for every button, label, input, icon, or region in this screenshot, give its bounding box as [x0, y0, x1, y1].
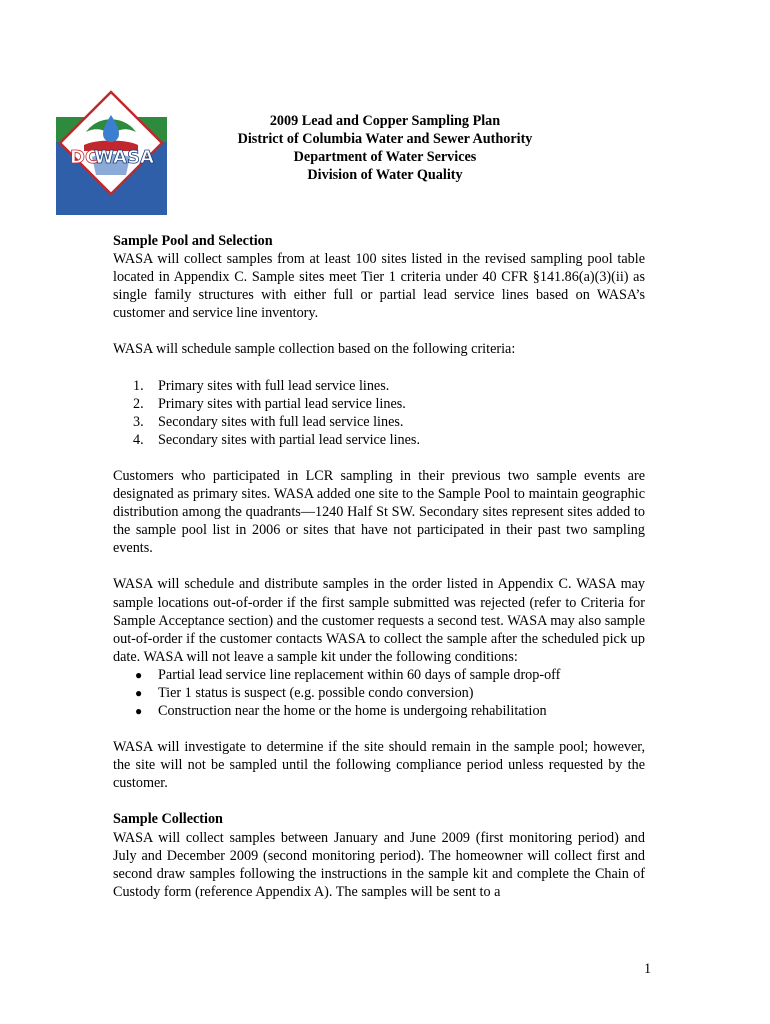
list-text: Secondary sites with partial lead service lines.	[158, 431, 420, 448]
paragraph: Customers who participated in LCR sampling in their previous two sample events are designated as primary sites. WASA added one site to the Sample Pool to maintain geographic distribution among the quadrants—1240 Half St SW. Secondary sites represent sites added to the sample pool list in 2006 or sites that have not participated in their past two sampling events.	[113, 467, 645, 557]
bullet-icon: ●	[135, 704, 143, 719]
page-number: 1	[644, 961, 652, 977]
list-item	[113, 395, 645, 413]
paragraph: WASA will investigate to determine if the site should remain in the sample pool; however, the site will not be sampled until the following compliance period unless requested by the customer.	[113, 739, 645, 792]
list-text: Secondary sites with full lead service lines.	[158, 413, 404, 430]
conditions-list	[113, 666, 645, 720]
title-line-3: Department of Water Services	[293, 149, 477, 165]
bullet-icon: ●	[135, 685, 143, 700]
list-number: 4.	[133, 431, 144, 448]
list-item	[113, 413, 645, 431]
list-text: Partial lead service line replacement within 60 days of sample drop-off	[158, 666, 561, 683]
list-text: Primary sites with full lead service lines.	[158, 377, 390, 394]
paragraph: WASA will collect samples from at least 100 sites listed in the revised sampling pool table located in Appendix C. Sample sites meet Tier 1 criteria under 40 CFR §141.86(a)(3)(ii) as single family structures with either full or partial lead service lines based on WASA’s customer and service line inventory.	[113, 251, 645, 322]
list-text: Primary sites with partial lead service lines.	[158, 395, 406, 412]
bullet-icon: ●	[135, 667, 143, 682]
section-heading-sample-collection: Sample Collection	[113, 811, 223, 828]
document-body	[113, 232, 645, 901]
list-number: 1.	[133, 377, 144, 394]
logo-dc-text: DC	[70, 147, 99, 168]
paragraph: WASA will schedule sample collection based on the following criteria:	[113, 341, 516, 358]
logo-wasa-text: WASA	[94, 147, 154, 168]
list-number: 2.	[133, 395, 144, 412]
list-item	[113, 377, 645, 395]
criteria-list	[113, 377, 645, 449]
dc-wasa-logo	[56, 87, 167, 215]
section-heading-sample-pool: Sample Pool and Selection	[113, 233, 273, 249]
list-item	[113, 684, 645, 702]
list-item	[113, 666, 645, 684]
list-number: 3.	[133, 413, 144, 430]
title-line-2: District of Columbia Water and Sewer Authority	[237, 131, 533, 147]
title-line-1: 2009 Lead and Copper Sampling Plan	[269, 113, 501, 129]
list-item	[113, 702, 645, 720]
paragraph: WASA will collect samples between January and June 2009 (first monitoring period) and July and December 2009 (second monitoring period). The homeowner will collect first and second draw samples following the instructions in the sample kit and complete the Chain of Custody form (reference Appendix A). The samples will be sent to a	[113, 829, 645, 900]
list-text: Construction near the home or the home is undergoing rehabilitation	[158, 703, 547, 720]
document-title	[180, 112, 590, 184]
title-line-4: Division of Water Quality	[307, 167, 463, 183]
list-item	[113, 431, 645, 449]
paragraph: WASA will schedule and distribute samples in the order listed in Appendix C. WASA may sample locations out-of-order if the first sample submitted was rejected (refer to Criteria for Sample Acceptance section) and the customer requests a second test. WASA may also sample out-of-order if the customer contacts WASA to collect the sample after the scheduled pick up date. WASA will not leave a sample kit under the following conditions:	[113, 576, 645, 665]
list-text: Tier 1 status is suspect (e.g. possible condo conversion)	[158, 684, 474, 701]
